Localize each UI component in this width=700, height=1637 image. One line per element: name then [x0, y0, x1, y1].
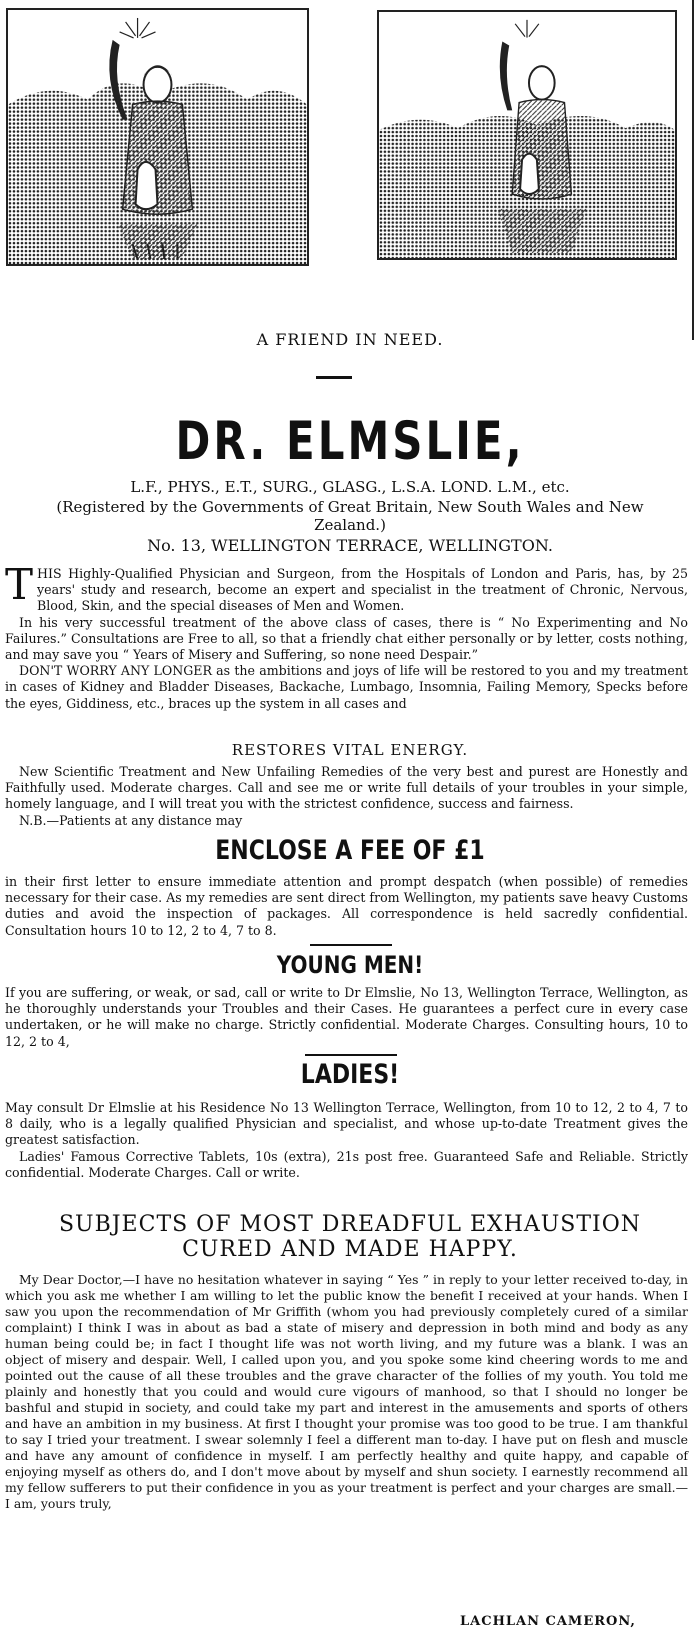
fee-heading: ENCLOSE A FEE OF £1	[215, 836, 485, 866]
intro-paragraph-1: HIS Highly-Qualified Physician and Surgeon, from the Hospitals of London and Paris, has, by 25 years' study and research, become an expert and specialist in the treatment of Chronic, Nervous, Blood, Skin, and the special diseases of Men and Women.	[37, 566, 688, 614]
intro-section	[5, 560, 688, 712]
testimonial-section	[5, 1272, 688, 1512]
young-men-paragraph: If you are suffering, or weak, or sad, call or write to Dr Elmslie, No 13, Wellington Terrace, Wellington, as he thoroughly understands your Troubles and their Cases. He guarantees a perfect cure in every case undertaken, or he will make no charge. Strictly confidential. Moderate Charges. Consulting hours, 10 to 12, 2 to 4,	[5, 985, 688, 1049]
intro-paragraph-2: In his very successful treatment of the above class of cases, there is “ No Experimenting and No Failures.” Consultations are Free to all, so that a friendly chat either personally or by letter, costs nothing, and may save you “ Years of Misery and Suffering, so none need Despair.”	[5, 614, 688, 663]
vital-paragraph: New Scientific Treatment and New Unfailing Remedies of the very best and purest are Honestly and Faithfully used. Moderate charges. Call and see me or write full details of your troubles in your simple, homely language, and I will treat you with the strictest confidence, success and fairness.	[5, 764, 688, 812]
signature: LACHLAN CAMERON,	[460, 1614, 636, 1629]
nb-paragraph: N.B.—Patients at any distance may	[19, 812, 243, 828]
fee-paragraph: in their first letter to ensure immediate attention and prompt despatch (when possible) of remedies necessary for their case. As my remedies are sent direct from Wellington, my patients save heavy Customs duties and avoid the inspection of packages. All correspondence is held sacredly confidential. Consultation hours 10 to 12, 2 to 4, 7 to 8.	[5, 874, 688, 938]
ladies-section	[5, 1100, 688, 1181]
doctor-name: DR. ELMSLIE,	[175, 410, 525, 472]
young-men-section	[5, 985, 688, 1050]
ladies-paragraph-2: Ladies' Famous Corrective Tablets, 10s (extra), 21s post free. Guaranteed Safe and Reliable. Strictly confidential. Moderate Charges. Call or write.	[5, 1148, 688, 1180]
woman-with-torch-illustration-left	[6, 8, 309, 266]
divider-dash	[316, 376, 352, 379]
friend-title: A FRIEND IN NEED.	[256, 330, 444, 349]
ladies-heading: LADIES!	[300, 1060, 400, 1090]
testimonial-heading	[0, 1212, 700, 1262]
woman-with-torch-illustration-right	[377, 10, 677, 260]
young-men-heading: YOUNG MEN!	[276, 950, 424, 979]
dropcap: T	[5, 560, 34, 609]
divider-line	[305, 1054, 397, 1056]
ladies-paragraph-1: May consult Dr Elmslie at his Residence No 13 Wellington Terrace, Wellington, from 10 to 12, 2 to 4, 7 to 8 daily, who is a legally qualified Physician and specialist, and whose up-to-date Treatment gives the greatest satisfaction.	[5, 1100, 688, 1148]
column-rule	[692, 0, 694, 340]
intro-paragraph-3: DON'T WORRY ANY LONGER as the ambitions and joys of life will be restored to you and my treatment in cases of Kidney and Bladder Diseases, Backache, Lumbago, Insomnia, Failing Memory, Specks before the eyes, Giddiness, etc., braces up the system in all cases and	[5, 663, 688, 711]
vital-section	[5, 764, 688, 829]
divider-line	[310, 944, 392, 946]
registration: (Registered by the Governments of Great Britain, New South Wales and New Zealand.)	[56, 498, 644, 534]
fee-section	[5, 874, 688, 939]
testimonial-heading-line-1: SUBJECTS OF MOST DREADFUL EXHAUSTION	[58, 1212, 642, 1237]
address: No. 13, WELLINGTON TERRACE, WELLINGTON.	[147, 536, 553, 555]
testimonial-heading-line-2: CURED AND MADE HAPPY.	[182, 1237, 518, 1262]
qualifications: L.F., PHYS., E.T., SURG., GLASG., L.S.A. LOND. L.M., etc.	[130, 478, 570, 496]
restores-heading: RESTORES VITAL ENERGY.	[231, 741, 469, 759]
testimonial-letter: My Dear Doctor,—I have no hesitation whatever in saying “ Yes ” in reply to your letter received to-day, in which you ask me whether I am willing to let the public know the benefit I received at your hands. When I saw you upon the recommendation of Mr Griffith (whom you had previously completely cured of a similar complaint) I think I was in about as bad a state of misery and depression in both mind and body as any human being could be; in fact I thought life was not worth living, and my future was a blank. I was an object of misery and despair. Well, I called upon you, and you spoke some kind cheering words to me and pointed out the cause of all these troubles and the grave character of the follies of my youth. You told me plainly and honestly that you could and would cure vigours of manhood, so that I should no longer be bashful and stupid in society, and could take my part and interest in the amusements and sports of others and have an ambition in my business. At first I thought your promise was too good to be true. I am thankful to say I tried your treatment. I swear solemnly I feel a different man to-day. I have put on flesh and muscle and have any amount of confidence in myself. I am perfectly healthy and quite happy, and capable of enjoying myself as others do, and I don't move about by myself and shun society. I earnestly recommend all my fellow sufferers to put their confidence in you as your treatment is perfect and your charges are small.—I am, yours truly,	[5, 1272, 688, 1511]
